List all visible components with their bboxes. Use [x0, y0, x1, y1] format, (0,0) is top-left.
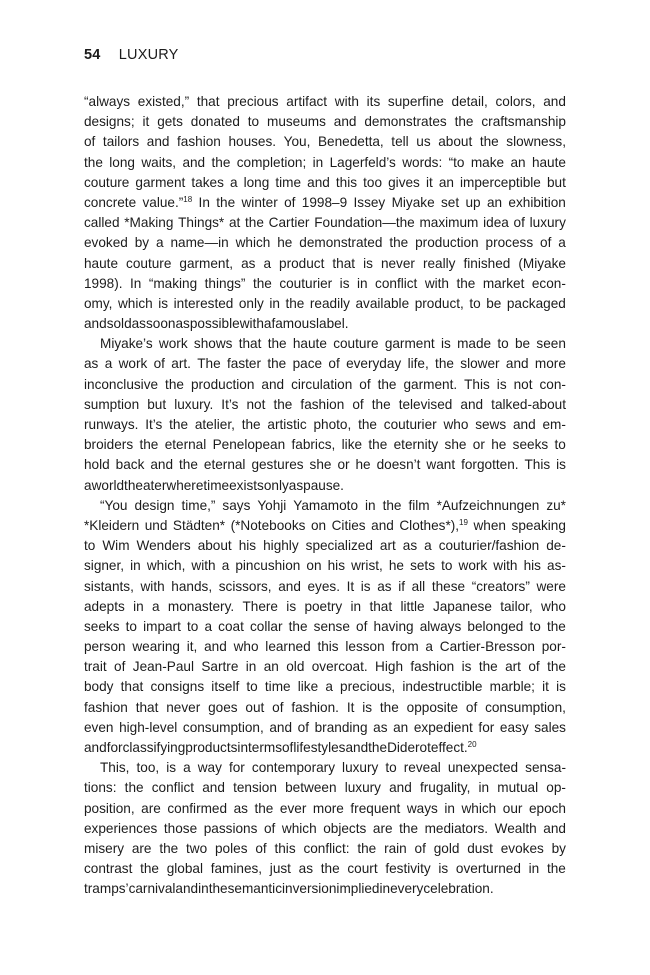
text-line: body that consigns itself to time like a precious, indestructible marble; it is — [84, 679, 566, 695]
text-line: “always existed,” that precious artifact with its superfine detail, colors, and — [84, 94, 566, 109]
text-line: signer, in which, with a pincushion on his wrist, he sets to work with his as- — [84, 558, 566, 574]
text-line: tramps’ carnival and in the semantic inversion implied in every celebration. — [84, 881, 494, 897]
text-line: called *Making Things* at the Cartier Foundation—the maximum idea of luxury — [84, 215, 566, 231]
text-line: a world theater where time exists only as pause. — [84, 477, 344, 493]
text-line: misery are the two poles of this conflict: the rain of gold dust evokes by — [84, 840, 566, 856]
text-line: inconclusive the production and circulation of the garment. This is not con- — [84, 376, 566, 392]
text-line: broiders the eternal Penelopean fabrics, like the eternity she or he seeks to — [84, 437, 566, 453]
text-line: This, too, is a way for contemporary luxury to reveal unexpected sensa- — [100, 760, 566, 776]
text-line: and for classifying products in terms of lifestyles and the Diderot effect.$^{20}$ — [84, 740, 477, 755]
text-line: to Wim Wenders about his highly specialized art as a couturier/fashion de- — [84, 538, 566, 554]
running-head — [84, 44, 566, 66]
text-line: as a work of art. The faster the pace of everyday life, the slower and more — [84, 356, 566, 372]
book-page — [84, 44, 566, 900]
text-line: runways. It’s the atelier, the artistic photo, the couturier who sews and em- — [84, 417, 566, 432]
paragraph — [84, 758, 566, 899]
text-line: contrast the global famines, just as the court festivity is overturned in the — [84, 861, 566, 877]
text-line: evoked by a name—in which he demonstrated the production process of a — [84, 235, 566, 251]
text-line: seeks to impart to a coat collar the sense of having always belonged to the — [84, 618, 566, 634]
text-line: 1998). In “making things” the couturier is in conflict with the market econ- — [84, 275, 566, 291]
text-line: omy, which is interested only in the readily available product, to be packaged — [84, 295, 566, 311]
footnote-marker[interactable]: 18 — [183, 194, 193, 204]
paragraph — [84, 92, 566, 334]
text-line: sistants, with hands, scissors, and eyes. It is as if all these “creators” were — [84, 578, 566, 594]
text-line: hold back and the eternal gestures she or he doesn’t want forgotten. This is — [84, 457, 566, 473]
footnote-marker[interactable]: 19 — [459, 517, 468, 527]
text-line: even high-level consumption, and of branding as an expedient for easy sales — [84, 719, 566, 735]
page-number: 54 — [84, 47, 101, 63]
text-line: fashion that never goes out of fashion. It is the opposite of consumption, — [84, 699, 566, 715]
text-line: designs; it gets donated to museums and demonstrates the craftsmanship — [84, 114, 566, 130]
text-line: adepts in a monastery. There is poetry in that little Japanese tailor, who — [84, 598, 566, 614]
text-line: position, are confirmed as the ever more frequent ways in which our epoch — [84, 800, 566, 816]
paragraph — [84, 334, 566, 496]
text-line: of tailors and fashion houses. You, Benedetta, tell us about the slowness, — [84, 134, 566, 150]
text-line: and sold as soon as possible with a famous label. — [84, 316, 349, 332]
text-line: the long waits, and the completion; in Lagerfeld’s words: “to make an haute — [84, 154, 566, 170]
running-head-title: LUXURY — [118, 47, 179, 63]
footnote-marker[interactable]: 20 — [467, 740, 477, 749]
text-line: *Kleidern und Städten* (*Notebooks on Cities and Clothes*),$^{19}$ when speaking — [84, 517, 566, 533]
text-line: person wearing it, and who learned this lesson from a Cartier-Bresson por- — [84, 639, 566, 655]
text-line: concrete value.”$^{18}$ In the winter of 1998–9 Issey Miyake set up an exhibition — [84, 194, 566, 210]
text-line: sumption but luxury. It’s not the fashion of the televised and talked-about — [84, 396, 566, 412]
text-line: tions: the conflict and tension between luxury and frugality, in mutual op- — [84, 780, 566, 796]
text-line: experiences those passions of which objects are the mediators. Wealth and — [84, 820, 566, 836]
text-line: couture garment takes a long time and this too gives it an imperceptible but — [84, 174, 566, 190]
paragraph — [84, 496, 566, 758]
text-line: Miyake’s work shows that the haute couture garment is made to be seen — [100, 336, 566, 352]
text-line: trait of Jean-Paul Sartre in an old overcoat. High fashion is the art of the — [84, 659, 566, 675]
text-line: haute couture garment, as a product that is never really finished (Miyake — [84, 255, 566, 271]
body-text — [84, 92, 566, 900]
text-line: “You design time,” says Yohji Yamamoto in the film *Aufzeichnungen zu* — [100, 497, 566, 513]
